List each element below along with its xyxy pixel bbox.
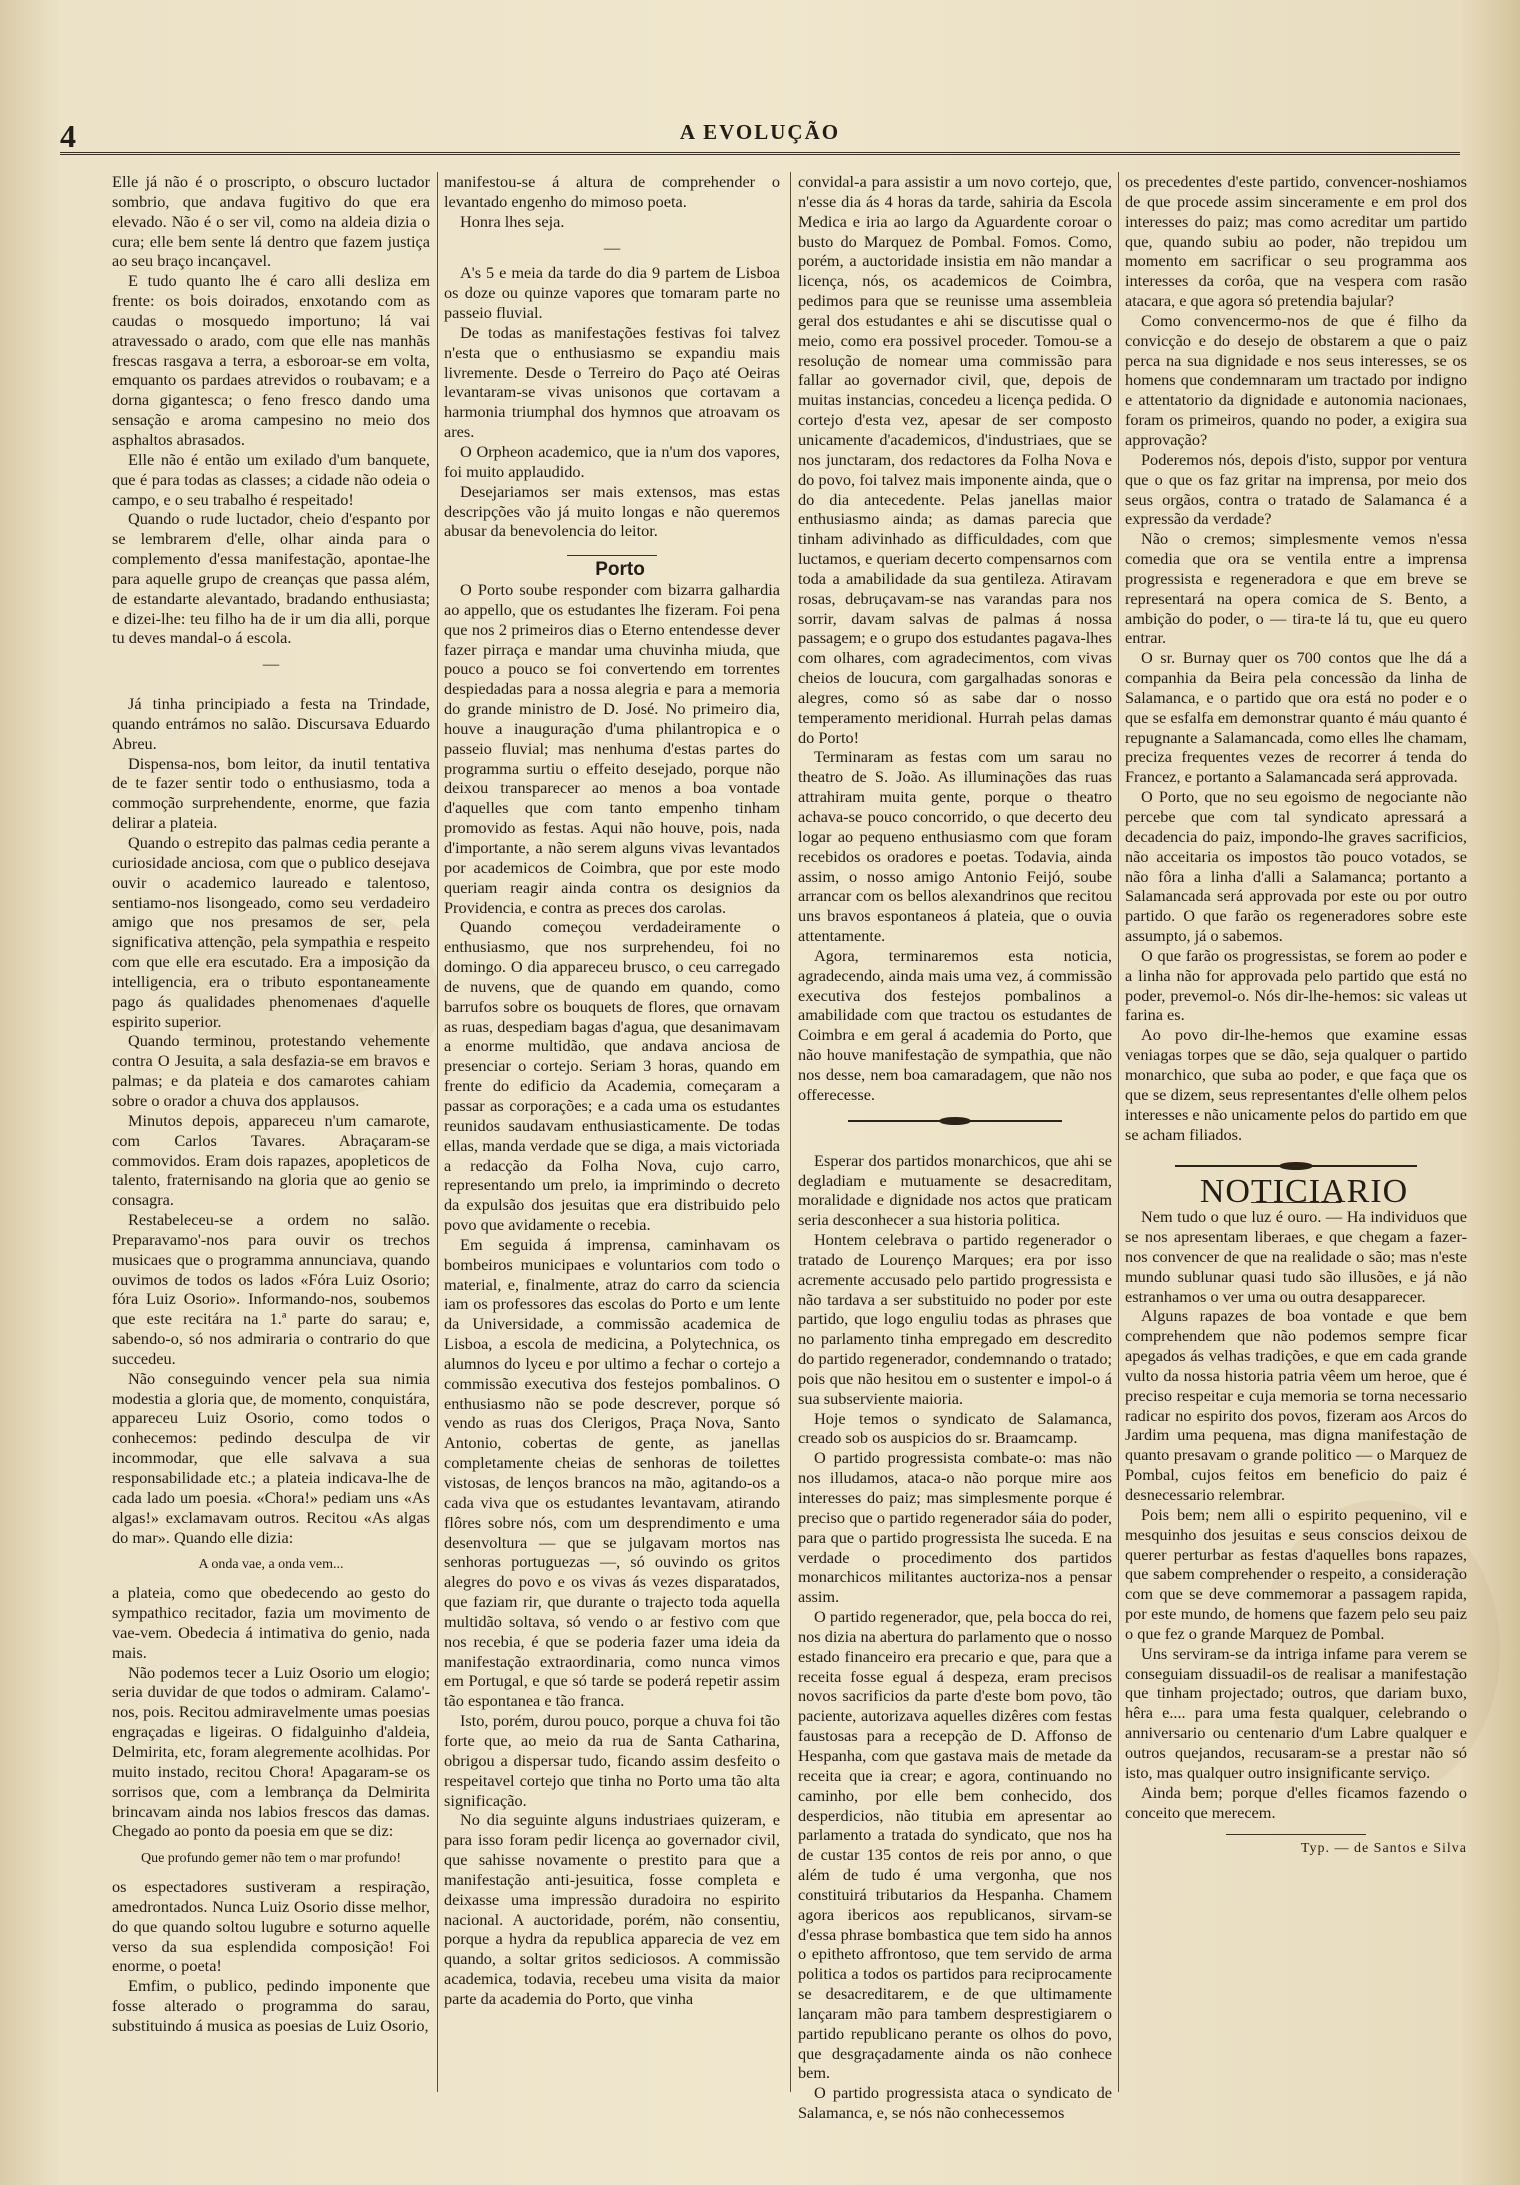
paragraph: Ao povo dir-lhe-hemos que examine essas veniagas torpes que se dão, seja qualquer o partido monarchico, que suba ao poder, e que faça que os que se dizem, seus representantes d'elle olhem pelos interesses e não unicamente pelos do partido em que se acham filiados. xyxy=(1125,1025,1467,1144)
paragraph: Elle já não é o proscripto, o obscuro luctador sombrio, que andava fugitivo do que era elevado. Não é o ser vil, como na aldeia dizia o cura; elle bem sente lá dentro que fazem justiça ao seu braço incançavel. xyxy=(112,172,430,271)
section-rule xyxy=(567,555,657,556)
paragraph: O Porto, que no seu egoismo de negociante não percebe que com tal syndicato apressará a decadencia do paiz, impondo-lhe graves sacrificios, não acceitaria os impostos tão pouco votados, se não fôra a linha d'alli a Salamanca; portanto a Salamancada será approvada por este ou por outro partido. O que farão os regeneradores sobre este assumpto, já o sabemos. xyxy=(1125,787,1467,946)
paragraph: O que farão os progressistas, se forem ao poder e a linha não for approvada pelo partido que está no poder, prevemol-o. Nós dir-lhe-hemos: sic valeas ut farina es. xyxy=(1125,945,1467,1025)
paragraph: E tudo quanto lhe é caro alli desliza em frente: os bois doirados, enxotando com as caudas o mosquedo importuno; lá vai atravessado o arado, com que elle nas manhãs frescas rasgava a terra, a esboroar-se em volta, emquanto os pardaes atrevidos o roubavam; e a dorna gigantesca; o feno fresco dando uma sensação e aroma campesino no meio dos asphaltos abrasados. xyxy=(112,271,430,449)
column-divider xyxy=(437,172,438,2092)
masthead: A EVOLUÇÃO xyxy=(679,120,841,144)
column-3 xyxy=(798,172,1112,2162)
paragraph: Uns serviram-se da intriga infame para verem se conseguiam dissuadil-os de realisar a manifestação que tinham projectado; outros, que dariam buxo, hêra e.... para uma festa qualquer, celebrando o anniversario ou centenario d'um Labre qualquer e outros quejandos, recusaram-se a prestar não só isto, mas qualquer outro insignificante serviço. xyxy=(1125,1643,1467,1782)
paragraph: Ainda bem; porque d'elles ficamos fazendo o conceito que merecem. xyxy=(1125,1782,1467,1822)
paragraph: Pois bem; nem alli o espirito pequenino, vil e mesquinho dos jesuitas e seus conscios deixou de querer perturbar as festas d'aquelles bons rapazes, que sabem comprehender o respeito, a consideração com que se deve commemorar a passagem rapida, por este mundo, de homens que fazem pelo seu paiz o que fez o grande Marquez de Pombal. xyxy=(1125,1504,1467,1643)
paragraph: Não podemos tecer a Luiz Osorio um elogio; seria duvidar de que todos o admiram. Calamo'-nos, pois. Recitou admiravelmente umas poesias engraçadas e ligeiras. O fidalguinho d'aldeia, Delmirita, etc, foram alegremente acolhidas. Por muito instado, recitou Chora! Apagaram-se os sorrisos que, com a lembrança da Delmirita brincavam ainda nos labios frescos das damas. Chegado ao ponto da poesia em que se diz: xyxy=(112,1662,430,1841)
paragraph: Esperar dos partidos monarchicos, que ahi se degladiam e mutuamente se desacreditam, moralidade e dignidade nos actos que praticam seria desconhecer a sua historia politica. xyxy=(798,1150,1112,1230)
paragraph: Hontem celebrava o partido regenerador o tratado de Lourenço Marques; era por isso acremente accusado pelo partido progressista e não tardava a ser substituido no poder por este partido, que logo enguliu todas as phrases que no parlamento tinha empregado em descredito do partido regenerador, condemnando o tratado; pois que não hesitou em o sustenter e impol-o á sua subserviente maioria. xyxy=(798,1230,1112,1408)
paragraph: No dia seguinte alguns industriaes quizeram, e para isso foram pedir licença ao governador civil, que sahisse novamente o prestito para que a manifestação anti-jesuitica, fosse completa e deixasse uma impressão duradoira no espirito nacional. A auctoridade, porém, não consentiu, porque a hydra da republica apparecia de vez em quando, a soltar gritos sediciosos. A commissão academica, todavia, recebeu uma visita da maior parte da academia do Porto, que vinha xyxy=(444,1810,780,2008)
paragraph: Hoje temos o syndicato de Salamanca, creado sob os auspicios do sr. Braamcamp. xyxy=(798,1408,1112,1448)
paragraph: O sr. Burnay quer os 700 contos que lhe dá a companhia da Beira pela concessão da linha de Salamanca, e o partido que ora está no poder e o que se esfalfa em demonstrar quanto é máu quanto é repugnante a Salamancada, como elles lhe chamam, preciza frequentes vezes de recorrer á tenda do Francez, e portanto a Salamancada será approvada. xyxy=(1125,648,1467,787)
paragraph: Desejariamos ser mais extensos, mas estas descripções vão já muito longas e não queremos abusar da benevolencia do leitor. xyxy=(444,481,780,541)
paragraph: Honra lhes seja. xyxy=(460,211,565,231)
column-2 xyxy=(444,172,780,2162)
separator: — xyxy=(262,654,280,674)
printer-imprint: Typ. — de Santos e Silva xyxy=(1300,1841,1467,1857)
paragraph: O Porto soube responder com bizarra galhardia ao appello, que os estudantes lhe fizeram. Foi pena que nos 2 primeiros dias o Eterno entendesse dever fazer pirraça e mandar uma chuvinha miuda, que pouco a pouco se foi convertendo em torrentes despiedadas para a nossa alegria e para a memoria do grande ministro de D. José. No primeiro dia, houve a inauguração d'uma philantropica e o passeio fluvial; mas nenhuma d'estas partes do programma surtiu o effeito desejado, porque não deixou transparecer ao menos a boa vontade d'aquelles que com tanto empenho tinham promovido as festas. Aqui não houve, pois, nada d'importante, a não serem alguns vivas levantados por academicos de Coimbra, que por este modo queriam reagir ainda contra os designios da Providencia, e contra as preces dos carolas. xyxy=(444,580,780,917)
paragraph: Agora, terminaremos esta noticia, agradecendo, ainda mais uma vez, á commissão executiva dos festejos pombalinos a amabilidade com que tractou os estudantes de Coimbra e em geral á academia do Porto, que não houve manifestação de sympathia, que não nos desse, nem boa camaradagem, que não nos offerecesse. xyxy=(798,945,1112,1104)
paragraph: O partido regenerador, que, pela bocca do rei, nos dizia na abertura do parlamento que o nosso estado financeiro era precario e que, para que a receita fosse egual á despeza, eram precisos novos sacrificios da parte d'este bom povo, tão paciente, autorizava aquelles dizêres com festas faustosas para a recepção de D. Affonso de Hespanha, com que gastava mais de metade da receita que ia crear; e agora, continuando no caminho, por elle bem conhecido, dos desperdicios, não titubia em apresentar ao parlamento a tratada do syndicato, que nos ha de custar 135 contos de reis por anno, o que além de tudo é uma vergonha, que nos constituirá tributarios da Hespanha. Chamem agora ibericos aos republicanos, sirvam-se d'essa phrase bombastica que tem sido ha annos o epitheto affrontoso, que tem servido de arma politica a todos os partidos para reciprocamente se desacreditarem, e de que ultimamente lançaram mão para tambem desprestigiarem o partido republicano perante os olhos do povo, que desgraçadamente ainda os não conhece bem. xyxy=(798,1607,1112,2083)
header-rule xyxy=(60,152,1460,155)
verse-quote: A onda vae, a onda vem... xyxy=(198,1557,344,1573)
paragraph: a plateia, como que obedecendo ao gesto do sympathico recitador, fazia um movimento de vae-vem. Obedecia á intimativa do genio, nada mais. xyxy=(112,1583,430,1662)
paragraph: Como convencermo-nos de que é filho da convicção e do desejo de obstarem a que o paiz perca na sua dignidade e nos seus interesses, se os homens que condemnaram um tractado por indigno e attentatorio da dignidade e autonomia nacionaes, foram os primeiros, quando no poder, a exigira sua approvação? xyxy=(1125,310,1467,449)
section-title-porto: Porto xyxy=(595,559,645,581)
column-divider xyxy=(1118,172,1119,2092)
column-divider xyxy=(790,172,791,2092)
paragraph: O partido progressista ataca o syndicato de Salamanca, e, se nós não conhecessemos xyxy=(798,2083,1112,2123)
paragraph: convidal-a para assistir a um novo cortejo, que, n'esse dia ás 4 horas da tarde, sahiria da Escola Medica e iria ao largo da Aguardente coroar o busto do Marquez de Pombal. Fomos. Como, porém, a auctoridade insistia em não mandar a licença, nós, os academicos de Coimbra, pedimos para que se reunisse uma assembleia geral dos estudantes e ahi se discutisse qual o meio, como era possivel proceder. Tomou-se a resolução de nomear uma commissão para fallar ao governador civil, que, depois de muitas instancias, concedeu a licença pedida. O cortejo d'esta vez, apesar de ser composto unicamente d'academicos, d'industriaes, que se nos junctaram, dos redactores da Folha Nova e do povo, foi talvez mais imponente ainda, que o do dia antecedente. Pelas janellas maior enthusiasmo ainda; as damas parecia que tinham adivinhado as difficuldades, com que luctamos, e queriam decerto compensarnos com toda a amabilidade da sua gentileza. Atiravam rosas, debruçavam-se nas varandas para nos sorrir, davam salvas de palmas á nossa passagem; e o grupo dos estudantes pagava-lhes com olhares, com agradecimentos, com vivas cheios de loucura, com gargalhadas sonoras e alegres, como só as sabe dar o nosso temperamento meridional. Hurrah pelas damas do Porto! xyxy=(798,172,1112,747)
paragraph: Restabeleceu-se a ordem no salão. Preparavamo'-nos para ouvir os trechos musicaes que o programma annunciava, quando ouvimos de todos os lados «Fóra Luiz Osorio; fóra Luiz Osorio». Informando-nos, soubemos que este recitára na 1.ª parte do sarau; e, sabendo-o, só nos admiraria o contrario do que succedeu. xyxy=(112,1210,430,1368)
paragraph: O Orpheon academico, que ia n'um dos vapores, foi muito applaudido. xyxy=(444,441,780,481)
paragraph: Já tinha principiado a festa na Trindade, quando entrámos no salão. Discursava Eduardo Abreu. xyxy=(112,694,430,753)
paragraph: manifestou-se á altura de comprehender o levantado engenho do mimoso poeta. xyxy=(444,172,780,211)
paragraph: Emfim, o publico, pedindo imponente que fosse alterado o programma do sarau, substituindo á musica as poesias de Luiz Osorio, xyxy=(112,1976,430,2035)
ornament-divider xyxy=(1125,1160,1467,1172)
paragraph: Quando começou verdadeiramente o enthusiasmo, que nos surprehendeu, foi no domingo. O dia appareceu brusco, o ceu carregado de nuvens, que de quando em quando, como barrufos sobre os bouquets de flores, que ornavam as ruas, despediam bagas d'agua, que desanimavam a enorme multidão, que andava anciosa de presenciar o cortejo. Seriam 3 horas, quando em frente do edificio da Academia, começaram a passar as corporações; e a cada uma os estudantes reunidos saudavam enthusiasticamente. De todas ellas, manda verdade que se diga, a mais victoriada a redacção da Folha Nova, cujo carro, representando um prelo, ia imprimindo o decreto da expulsão dos jesuitas que era distribuido pelo povo que avidamente o recebia. xyxy=(444,917,780,1235)
paragraph: Quando o rude luctador, cheio d'espanto por se lembrarem d'elle, olhar ainda para o complemento d'essa manifestação, apontae-lhe para aquelle grupo de creanças que passa além, de estandarte alevantado, bradando enthusiasta; e dizei-lhe: teu filho ha de ir um dia alli, porque tu deves mandal-o á escola. xyxy=(112,509,430,648)
paragraph: Terminaram as festas com um sarau no theatro de S. João. As illuminações das ruas attrahiram muita gente, porque o theatro achava-se pouco concorrido, o que decerto deu logar ao pequeno enthusiasmo com que foram recebidos os oradores e poetas. Todavia, ainda assim, o nosso amigo Antonio Feijó, soube arrancar com os bellos alexandrinos que recitou uns bravos espontaneos á plateia, que o ouvia attentamente. xyxy=(798,747,1112,946)
paragraph: Alguns rapazes de boa vontade e que bem comprehendem que não podemos sempre ficar apegados ás velhas tradições, e que em cada grande vulto da nossa historia patria vêem um heroe, que é preciso respeitar e cuja memoria se torna necessario radicar no espirito dos povos, fizeram aos Arcos do Jardim uma pequena, mas digna manifestação de quanto presavam o grande politico — o Marquez de Pombal, cujos feitos em beneficio do paiz é desnecessario relembrar. xyxy=(1125,1306,1467,1504)
printer-rule xyxy=(1226,1834,1366,1835)
ornament-divider xyxy=(798,1115,1112,1127)
paragraph: Quando o estrepito das palmas cedia perante a curiosidade anciosa, com que o publico desejava ouvir o academico laureado e talentoso, sentiamo-nos lisongeado, como seu verdadeiro amigo que nos presamos de ser, pela significativa attenção, pela sympathia e respeito com que elle era escutado. Era a imposição da intelligencia, era o tributo espontaneamente pago ás qualidades phenomenaes d'aquelle espirito superior. xyxy=(112,833,430,1031)
paragraph: Elle não é então um exilado d'um banquete, que é para todas as classes; a cidade não odeia o campo, e o seu trabalho é respeitado! xyxy=(112,449,430,509)
paragraph: De todas as manifestações festivas foi talvez n'esta que o enthusiasmo se expandiu mais livremente. Desde o Terreiro do Paço até Oeiras levantaram-se vivas unisonos que cortavam a harmonia triumphal dos hymnos que atroavam os ares. xyxy=(444,322,780,442)
paragraph: Minutos depois, appareceu n'um camarote, com Carlos Tavares. Abraçaram-se commovidos. Eram dois rapazes, apopleticos de talento, fraternisando na gloria que ao genio se consagra. xyxy=(112,1110,430,1210)
paragraph: Dispensa-nos, bom leitor, da inutil tentativa de te fazer sentir todo o enthusiasmo, toda a commoção surprehendente, enorme, que fazia delirar a plateia. xyxy=(112,753,430,833)
column-1 xyxy=(112,172,430,2162)
paragraph: os precedentes d'este partido, convencer-noshiamos de que procede assim sinceramente e em prol dos interesses do paiz; mas como acreditar um partido que, quando subiu ao poder, não trepidou um momento em sacrificar o seu programma aos interesses da corôa, que na vespera com rasão atacara, e que agora só pretendia bajular? xyxy=(1125,172,1467,311)
paragraph: os espectadores sustiveram a respiração, amedrontados. Nunca Luiz Osorio disse melhor, do que quando soltou lugubre e soturno aquelle verso da sua esplendida composição! Foi enorme, o poeta! xyxy=(112,1877,430,1976)
paragraph: Poderemos nós, depois d'isto, suppor por ventura que o que os faz gritar na imprensa, por meio dos seus orgãos, contra o tratado de Salamanca é a expressão da verdade? xyxy=(1125,449,1467,529)
paragraph: O partido progressista combate-o: mas não nos illudamos, ataca-o não porque mire aos interesses do paiz; mas simplesmente porque é preciso que o partido regenerador sáia do poder, para que o partido progressista lhe suceda. E na verdade o procedimento dos partidos monarchicos militantes auctoriza-nos a pensar assim. xyxy=(798,1448,1112,1607)
separator: — xyxy=(603,237,621,257)
column-4 xyxy=(1125,172,1467,2162)
page-number: 4 xyxy=(60,118,76,154)
section-title-noticiario: NOTICIARIO xyxy=(1199,1173,1409,1211)
paragraph: A's 5 e meia da tarde do dia 9 partem de Lisboa os doze ou quinze vapores que tomaram parte no passeio fluvial. xyxy=(444,263,780,323)
verse-quote: Que profundo gemer não tem o mar profundo! xyxy=(140,1851,402,1867)
paragraph: Isto, porém, durou pouco, porque a chuva foi tão forte que, ao meio da rua de Santa Catharina, obrigou a dispersar tudo, ficando assim desfeito o respeitavel cortejo que tinha no Porto uma tão alta significação. xyxy=(444,1711,780,1810)
paragraph: Quando terminou, protestando vehemente contra O Jesuita, a sala desfazia-se em bravos e palmas; e da plateia e dos camarotes cahiam sobre o orador a chuva dos applausos. xyxy=(112,1031,430,1110)
paragraph: Não o cremos; simplesmente vemos n'essa comedia que ora se ventila entre a imprensa progressista e regeneradora e que em breve se representará na opera comica de S. Bento, a ambição do poder, o — tira-te lá tu, que eu quero entrar. xyxy=(1125,529,1467,648)
paragraph: Nem tudo o que luz é ouro. — Ha individuos que se nos apresentam liberaes, e que chegam a fazer-nos convencer de que na realidade o são; mas n'este mundo sublunar quasi tudo são illusões, e já não estranhamos o ver uma ou outra desapparecer. xyxy=(1125,1207,1467,1306)
paragraph: Em seguida á imprensa, caminhavam os bombeiros municipaes e voluntarios com todo o material, e, finalmente, atraz do carro da sciencia iam os professores das escolas do Porto e um lente da Universidade, a commissão academica de Lisboa, a escola de medicina, a Polytechnica, os alumnos do lyceu e por ultimo a fechar o cortejo a commissão executiva dos festejos pombalinos. O enthusiasmo não se pode descrever, porque só vendo as ruas dos Clerigos, Praça Nova, Santo Antonio, cobertas de gente, as janellas completamente cheias de senhoras de toilettes vistosas, de lenços brancos na mão, agitando-os a cada viva que os estudantes levantavam, atirando flôres sobre nós, com um desprendimento e uma desenvoltura — que se julgavam mortos nas senhoras portuguezas —, só ouvindo os gritos alegres do povo e os vivas ás vezes disparatados, que faziam rir, que durante o trajecto toda aquella multidão soltava, só vendo o ar festivo com que nos recebia, é que se poderia fazer uma ideia da manifestação extraordinaria, como nunca vimos em Portugal, e que só tarde se poderá repetir assim tão espontanea e tão franca. xyxy=(444,1234,780,1711)
paragraph: Não conseguindo vencer pela sua nimia modestia a gloria que, de momento, conquistára, appareceu Luiz Osorio, como todos o conhecemos: pedindo desculpa de vir incommodar, que elle salvava a sua responsabilidade etc.; a plateia indicava-lhe de cada lado um poesia. «Chora!» pediam uns «As algas!» exclamavam outros. Recitou «As algas do mar». Quando elle dizia: xyxy=(112,1368,430,1547)
